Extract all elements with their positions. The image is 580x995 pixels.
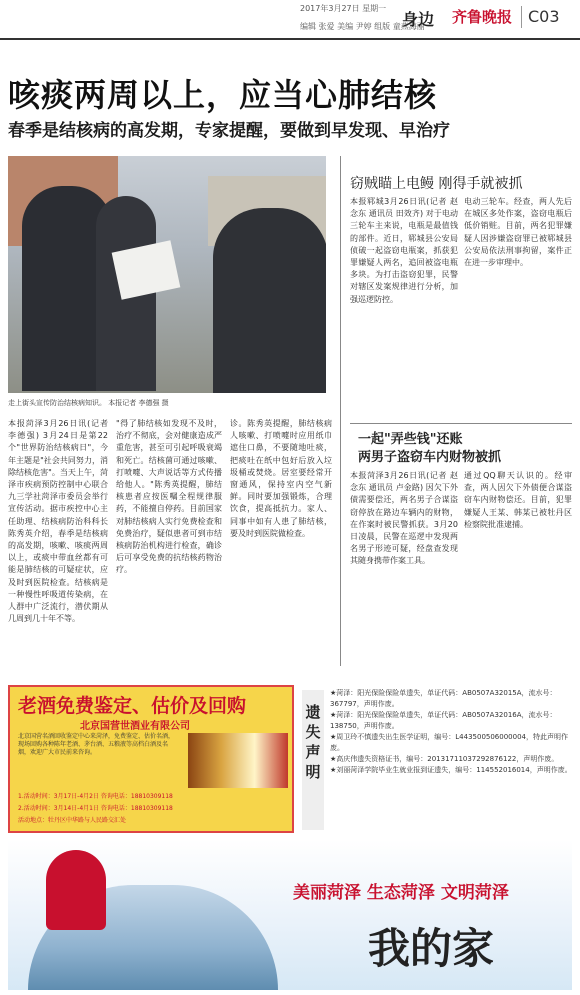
city-promo-banner — [8, 840, 572, 990]
column-divider — [340, 156, 341, 666]
liquor-appraisal-ad — [8, 685, 294, 833]
issue-date: 2017年3月27日 星期一 — [300, 4, 387, 13]
ad-title: 老酒免费鉴定、估价及回购 — [18, 695, 247, 717]
article-column-3: 诊。陈秀英提醒，肺结核病人咳嗽、打喷嚏时应用纸巾遮住口鼻，不要随地吐痰，把痰吐在纸中包好后放入垃圾桶或焚烧。居室要经常开窗通风，保持室内空气新鲜。同时要加强锻炼，合理饮食，提高抵抗力。家人、同事中如有人患了肺结核，要及时到医院做检查。 — [230, 419, 332, 538]
lost-notice-item: ★菏泽：阳光保险保险单遗失，单证代码：AB0507A32016A，流水号：138750，声明作废。 — [330, 711, 557, 730]
story2-title-line1: 一起"弄些钱"还账 — [358, 432, 463, 447]
story1-title: 窃贼瞄上电鳗 刚得手就被抓 — [350, 176, 523, 192]
page-header — [0, 0, 580, 40]
banner-home-text: 我的家 — [368, 924, 495, 973]
story2-column-1: 本报菏泽3月26日讯(记者 赵念东 通讯员 卢金路) 因欠下外债需要偿还，两名男子合谋盗窃停放在路边车辆内的财物，在作案时被民警抓获。3月20日凌晨，民警在巡逻中发现两名男子形迹可疑，经盘查发现其随身携带作案工具。 — [350, 471, 458, 566]
story1-column-2: 电动三轮车。经查，两人先后在城区多处作案，盗窃电瓶后低价销赃。目前，两名犯罪嫌疑人因涉嫌盗窃罪已被郓城县公安局依法刑事拘留，案件正在进一步审理中。 — [464, 197, 572, 268]
story2-title-line2: 两男子盗窃车内财物被抓 — [358, 450, 502, 465]
red-sculpture-icon — [46, 850, 106, 930]
page-number: C03 — [528, 7, 560, 26]
main-subheadline: 春季是结核病的高发期，专家提醒，要做到早发现、早治疗 — [8, 121, 450, 141]
lost-notice-tag: 遗失声明 — [302, 690, 324, 830]
photo-person-right — [213, 208, 326, 393]
ad-event-2: 2.活动时间：3月14日-4月1日 咨询电话：18810309118 — [18, 805, 173, 812]
article-column-2: "得了肺结核如发现不及时，治疗不彻底，会对健康造成严重危害，甚至可引起呼吸衰竭和死亡。结核菌可通过咳嗽、打喷嚏、大声说话等方式传播给他人。"陈秀英提醒，肺结核患者应按医嘱全程规律服药，不能擅自停药。目前国家对肺结核病人实行免费检查和免费治疗，疑似患者可到市结核病防治机构进行检查，确诊后可享受免费的抗结核药物治疗。 — [116, 419, 222, 575]
liquor-bottles-image — [188, 733, 288, 788]
header-divider — [521, 6, 522, 28]
editor-credits: 编辑 张爱 美编 尹婷 组版 童燕海丽 — [300, 22, 425, 31]
ad-body: 北京国营名酒回收鉴定中心来菏泽，免费鉴定、估价名酒，现场回购各种陈年老酒、茅台酒、五粮液等高档白酒及名烟，欢迎广大市民前来咨询。 — [18, 733, 175, 756]
ad-event-1: 1.活动时间：3月17日-4月2日 咨询电话：18810309118 — [18, 793, 173, 800]
article-column-1: 本报菏泽3月26日讯(记者 李德强) 3月24日是第22个"世界防治结核病日"，今年主题是"社会共同努力，消除结核危害"。当天上午，菏泽市疾病预防控制中心联合九三学社菏泽市委员会举行宣传活动。据市疾控中心主任助理、结核病防治科科长陈秀英介绍，春季是结核病的高发期，咳嗽、咳痰两周以上，或痰中带血丝都有可能是肺结核的可疑症状，应及时到医院检查。结核病是一种慢性呼吸道传染病，在人群中广泛流行，潜伏期从几周到几十年不等。 — [8, 419, 108, 624]
banner-slogan: 美丽菏泽 生态菏泽 文明菏泽 — [293, 883, 509, 903]
lost-notice-item: ★菏泽：阳光保险保险单遗失，单证代码：AB0507A32015A，流水号：367797，声明作废。 — [330, 689, 557, 708]
ad-address: 活动地点：牡丹区中华路与人民路交汇处 — [18, 817, 127, 824]
lost-notice-item: ★周卫玲不慎遗失出生医学证明，编号：L443500506000004，特此声明作废。 — [330, 733, 568, 752]
section-title: 身边 — [402, 10, 435, 29]
ad-company: 北京国营世酒业有限公司 — [80, 721, 190, 732]
photo-caption: 走上街头宣传防治结核病知识。 本报记者 李德强 摄 — [8, 399, 169, 407]
lost-notice-item: ★刘丽菏泽学院毕业生就业报到证遗失，编号：114552016014，声明作废。 — [330, 766, 572, 774]
main-headline: 咳痰两周以上，应当心肺结核 — [8, 76, 438, 114]
story1-column-1: 本报郓城3月26日讯(记者 赵念东 通讯员 田效齐) 对于电动三轮车主来说，电瓶是最值钱的部件。近日，郓城县公安局侦破一起盗窃电瓶案，抓获犯罪嫌疑人两名，追回被盗电瓶多块。为打击盗窃犯罪，民警对辖区发案规律进行分析，加强巡逻防控。 — [350, 197, 458, 304]
news-photo — [8, 156, 326, 393]
story2-column-2: 通过QQ聊天认识的。经审查，两人因欠下外债便合谋盗窃车内财物偿还。目前，犯罪嫌疑人王某、韩某已被牡丹区检察院批准逮捕。 — [464, 471, 572, 529]
story-divider — [350, 423, 572, 424]
lost-notice-list — [330, 688, 574, 776]
newspaper-logo: 齐鲁晚报 — [452, 8, 513, 26]
lost-notice-item: ★高庆伟遗失资格证书，编号：20131711037292876122，声明作废。 — [330, 755, 559, 763]
